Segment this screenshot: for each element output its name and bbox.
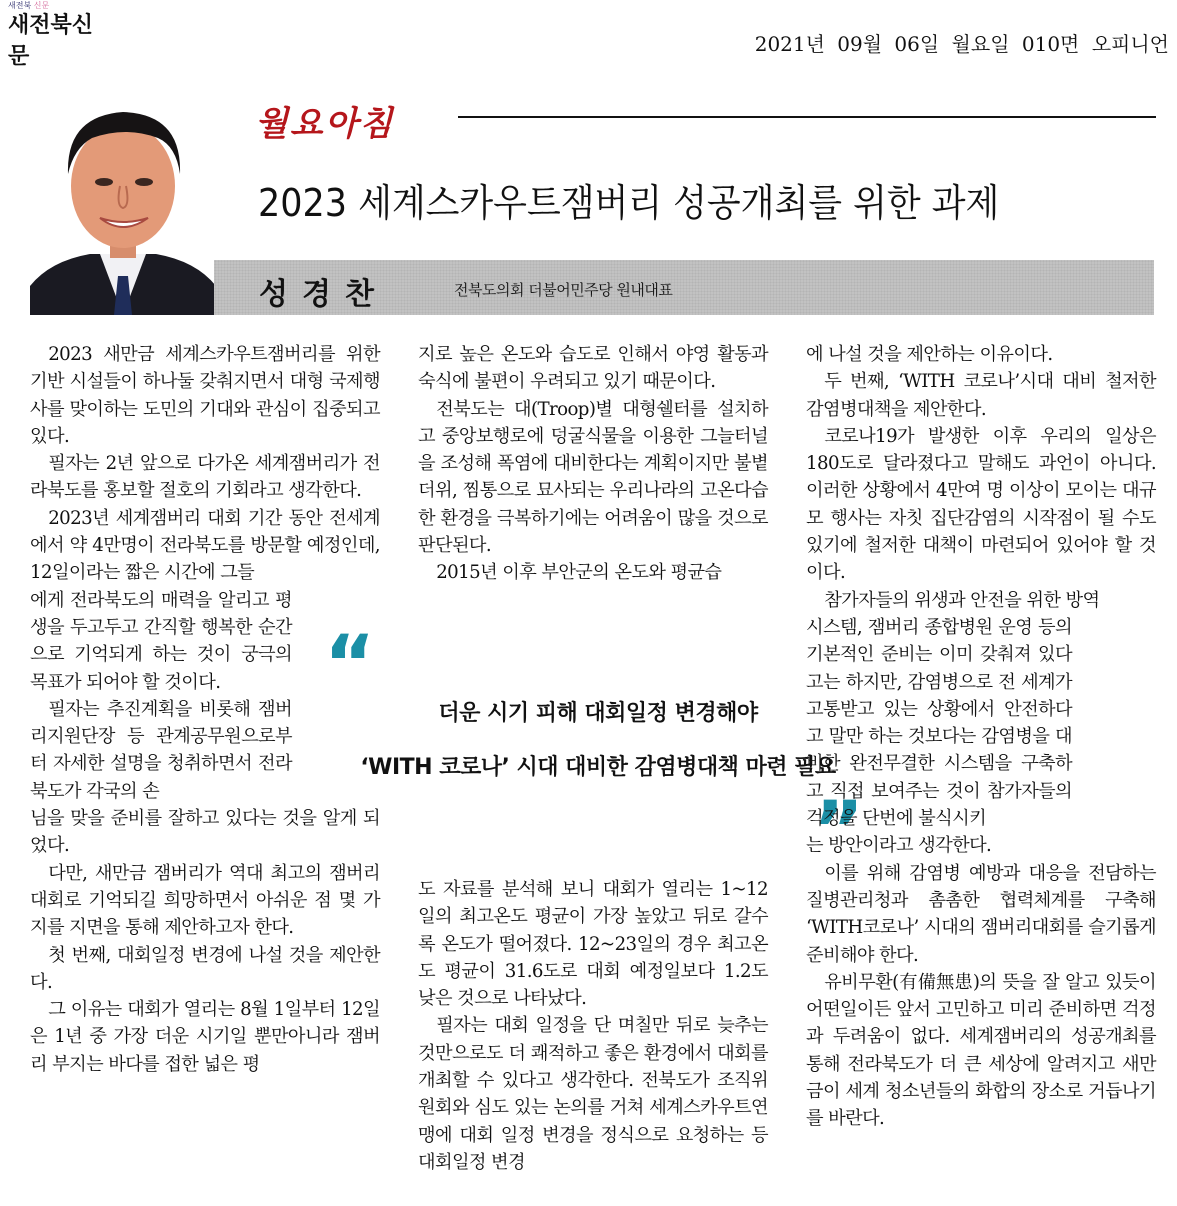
paragraph: 에게 전라북도의 매력을 알리고 평생을 두고두고 간직할 행복한 순간으로 기억되게 하는 것이 궁극의 목표가 되어야 할 것이다. [30, 589, 292, 693]
author-photo [30, 86, 216, 315]
header-rule [458, 116, 1156, 118]
paragraph: 는 방안이라고 생각한다. [806, 835, 992, 857]
open-quote-icon: “ [324, 620, 376, 710]
paragraph: 참가자들의 위생과 안전을 위한 방역 [824, 589, 1100, 611]
paragraph: 다만, 새만금 잼버리가 역대 최고의 잼버리대회로 기억되길 희망하면서 아쉬운 점 몇 가지를 지면을 통해 제안하고자 한다. [30, 862, 380, 939]
paragraph: 님을 맞을 준비를 잘하고 있다는 것을 알게 되었다. [30, 808, 380, 857]
paragraph: 도 자료를 분석해 보니 대회가 열리는 1~12일의 최고온도 평균이 가장 높았고 뒤로 갈수록 온도가 떨어졌다. 12~23일의 경우 최고온도 평균이 31.6도로 대회 예정일보다 1.2도 낮은 것으로 나타났다. [418, 879, 768, 1010]
paragraph: 에 나설 것을 제안하는 이유이다. [806, 344, 1053, 365]
paragraph: 코로나19가 발생한 이후 우리의 일상은 180도로 달라졌다고 말해도 과언이 아니다. 이러한 상황에서 4만여 명 이상이 모이는 대규모 행사는 자칫 집단감염의 시작점이 될 수도 있기에 철저한 대책이 마련되어 있어야 할 것이다. [806, 425, 1156, 584]
author-portrait-icon [30, 86, 216, 315]
paragraph: 필자는 2년 앞으로 다가온 세계잼버리가 전라북도를 홍보할 절호의 기회라고 생각한다. [30, 453, 380, 502]
article-headline: 2023 세계스카우트잼버리 성공개최를 위한 과제 [258, 181, 1000, 225]
pull-quote [318, 620, 878, 876]
article-column-2-continued [418, 876, 768, 1176]
paragraph: 두 번째, ‘WITH 코로나’시대 대비 철저한 감염병대책을 제안한다. [806, 371, 1156, 420]
column-tag: 월요아침 [255, 104, 395, 144]
paragraph: 지로 높은 온도와 습도로 인해서 야영 활동과 숙식에 불편이 우려되고 있기 때문이다. [418, 344, 768, 393]
paragraph: 필자는 추진계획을 비롯해 잼버리지원단장 등 관계공무원으로부터 자세한 설명을 청취하면서 전라북도가 각국의 손 [30, 698, 292, 802]
dateline: 2021년 09월 06일 월요일 010면 오피니언 [754, 32, 1169, 56]
author-title: 전북도의회 더불어민주당 원내대표 [454, 281, 673, 299]
paragraph: 전북도는 대(Troop)별 대형쉘터를 설치하고 중앙보행로에 덩굴식물을 이용한 그늘터널을 조성해 폭염에 대비한다는 계획이지만 불볕더위, 찜통으로 묘사되는 우리나라의 고온다습한 환경을 극복하기에는 어려움이 많을 것으로 판단된다. [418, 398, 768, 557]
pull-quote-line-2: ‘WITH 코로나’ 시대 대비한 감염병대책 마련 필요 [360, 755, 836, 780]
paragraph: 2023 새만금 세계스카우트잼버리를 위한 기반 시설들이 하나둘 갖춰지면서 대형 국제행사를 맞이하는 도민의 기대와 관심이 집중되고 있다. [30, 344, 380, 447]
author-name: 성경찬 [259, 277, 388, 312]
paragraph: 2015년 이후 부안군의 온도와 평균습 [436, 562, 722, 584]
article-column-3 [806, 341, 1156, 1133]
paragraph: 첫 번째, 대회일정 변경에 나설 것을 제안한다. [30, 944, 380, 993]
pull-quote-line-1: 더운 시기 피해 대회일정 변경해야 [438, 701, 758, 726]
paragraph: 이를 위해 감염병 예방과 대응을 전담하는 질병관리청과 촘촘한 협력체계를 구축해 ‘WITH코로나’ 시대의 잼버리대회를 슬기롭게 준비해야 한다. [806, 862, 1156, 966]
paragraph: 필자는 대회 일정을 단 며칠만 뒤로 늦추는 것만으로도 더 쾌적하고 좋은 환경에서 대회를 개최할 수 있다고 생각한다. 전북도가 조직위원회와 심도 있는 논의를 거쳐 세계스카우트연맹에 대회 일정 변경을 정식으로 요청하는 등 대회일정 변경 [418, 1015, 768, 1173]
paragraph: 유비무환(有備無患)의 뜻을 잘 알고 있듯이 어떤일이든 앞서 고민하고 미리 준비하면 걱정과 두려움이 없다. 세계잼버리의 성공개최를 통해 전라북도가 더 큰 세상에 알려지고 새만금이 세계 청소년들의 화합의 장소로 거듭나기를 바란다. [806, 971, 1156, 1130]
logo-text: 새전북신문 [8, 13, 94, 69]
paragraph: 2023년 세계잼버리 대회 기간 동안 전세계에서 약 4만명이 전라북도를 방문할 예정인데, 12일이라는 짧은 시간에 그들 [30, 507, 380, 584]
close-quote-icon: ” [812, 786, 864, 876]
paragraph: 그 이유는 대회가 열리는 8월 1일부터 12일은 1년 중 가장 더운 시기일 뿐만아니라 잼버리 부지는 바다를 접한 넓은 평 [30, 999, 380, 1075]
newspaper-logo [4, 0, 114, 69]
byline-bar [214, 260, 1154, 315]
logo-emblem: 새전북 신문 [8, 1, 50, 10]
article-column-2 [418, 341, 768, 587]
paragraph: 시스템, 잼버리 종합병원 운영 등의 기본적인 준비는 이미 갖춰져 있다고는 하지만, 감염병으로 전 세계가 고통받고 있는 상황에서 안전하다고 말만 하는 것보다는 감염병을 대비한 완전무결한 시스템을 구축하고 직접 보여주는 것이 참가자들의 걱정을 단번에 불식시키 [806, 616, 1072, 830]
